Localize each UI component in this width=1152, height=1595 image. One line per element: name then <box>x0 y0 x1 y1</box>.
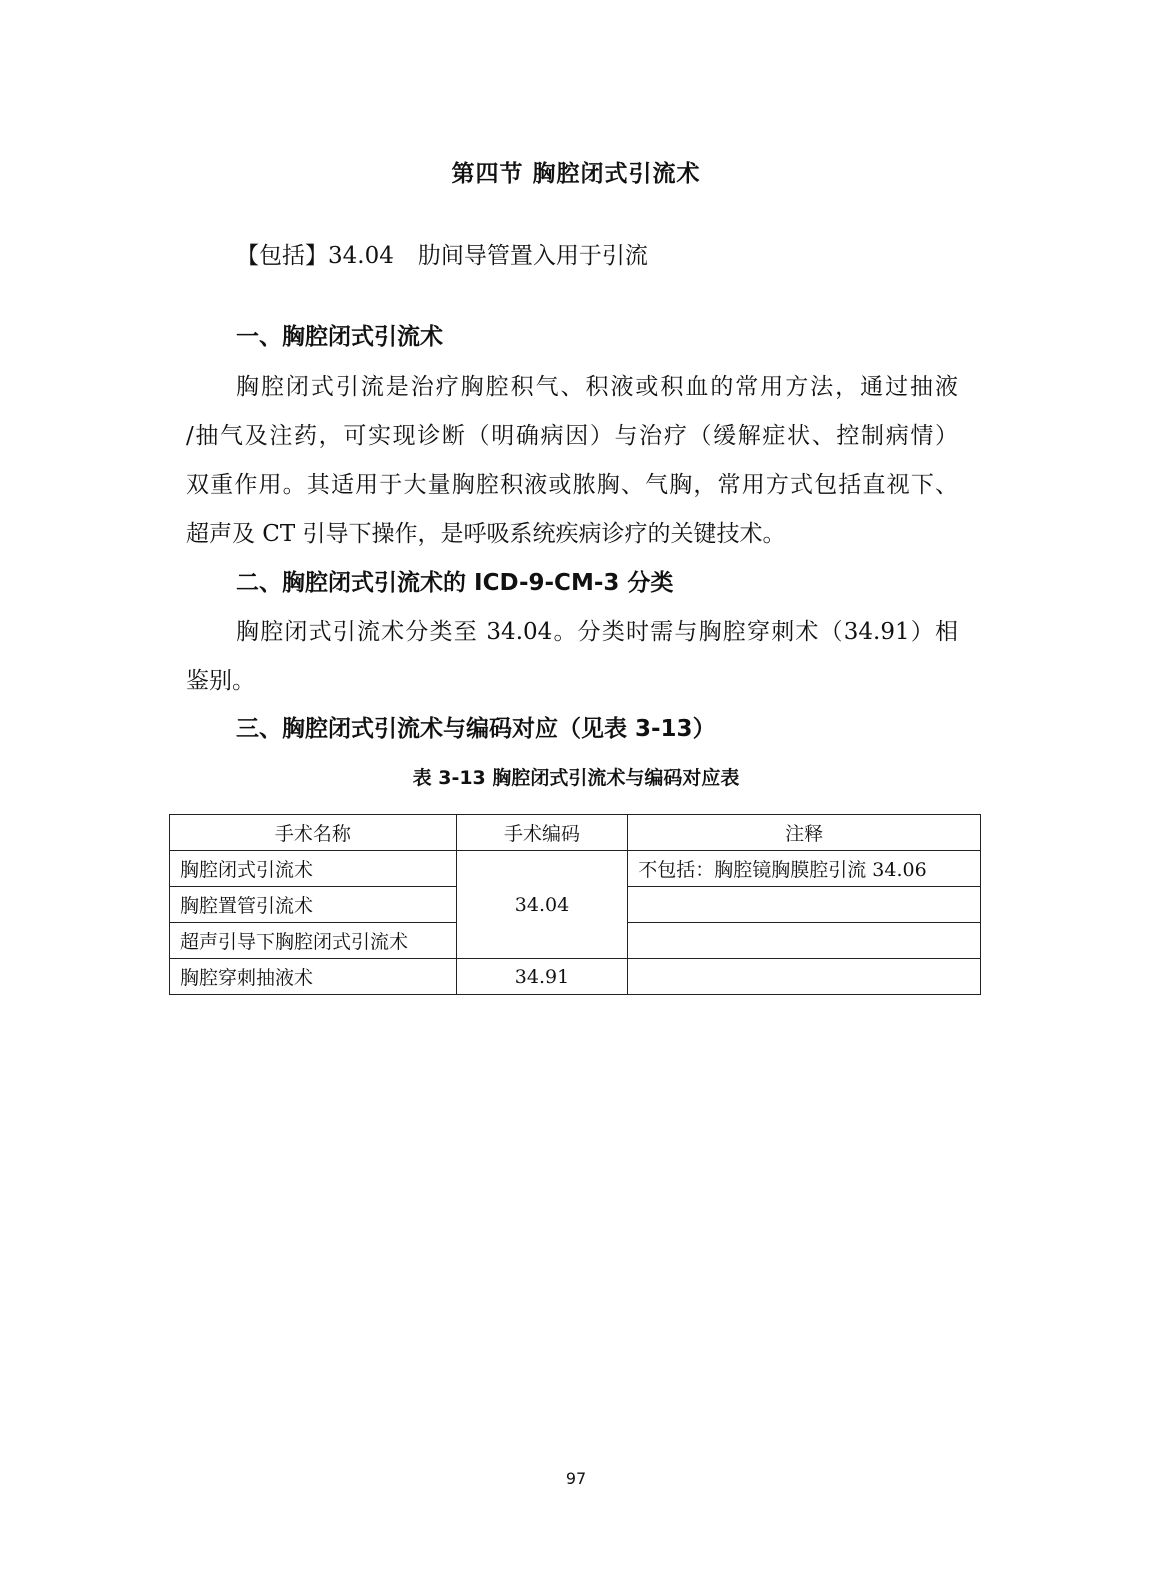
note-cell <box>628 887 981 923</box>
section-title: 第四节 胸腔闭式引流术 <box>451 161 701 187</box>
procedure-name-cell: 胸腔穿刺抽液术 <box>170 959 457 995</box>
paragraph-line: 胸腔闭式引流术分类至 34.04。分类时需与胸腔穿刺术（34.91）相 <box>236 619 958 645</box>
table-row <box>170 851 981 887</box>
heading-part3: 三、胸腔闭式引流术与编码对应（见表 3-13） <box>236 716 716 742</box>
page-number: 97 <box>565 1469 587 1488</box>
procedure-name-cell: 胸腔置管引流术 <box>170 887 457 923</box>
paragraph-line: 鉴别。 <box>186 668 255 694</box>
header-procedure-name: 手术名称 <box>170 815 457 851</box>
heading-part1: 一、胸腔闭式引流术 <box>236 324 443 350</box>
procedure-name-cell: 超声引导下胸腔闭式引流术 <box>170 923 457 959</box>
procedure-code-cell: 34.91 <box>456 959 628 995</box>
table-row <box>170 959 981 995</box>
includes-label: 【包括】34.04 <box>236 243 394 269</box>
procedure-name-cell: 胸腔闭式引流术 <box>170 851 457 887</box>
procedure-code-cell: 34.04 <box>456 851 628 959</box>
header-notes: 注释 <box>628 815 981 851</box>
table-header-row <box>170 815 981 851</box>
heading-part2: 二、胸腔闭式引流术的 ICD-9-CM-3 分类 <box>236 570 674 596</box>
paragraph-line: 双重作用。其适用于大量胸腔积液或脓胸、气胸，常用方式包括直视下、 <box>186 472 958 498</box>
table-caption: 表 3-13 胸腔闭式引流术与编码对应表 <box>412 767 740 789</box>
paragraph-line: 胸腔闭式引流是治疗胸腔积气、积液或积血的常用方法，通过抽液 <box>236 374 958 400</box>
header-procedure-code: 手术编码 <box>456 815 628 851</box>
includes-text: 肋间导管置入用于引流 <box>417 243 648 269</box>
note-cell <box>628 923 981 959</box>
code-mapping-table <box>169 814 981 995</box>
note-cell: 不包括：胸腔镜胸膜腔引流 34.06 <box>628 851 981 887</box>
paragraph-line: 超声及 CT 引导下操作，是呼吸系统疾病诊疗的关键技术。 <box>186 521 786 547</box>
note-cell <box>628 959 981 995</box>
paragraph-line: /抽气及注药，可实现诊断（明确病因）与治疗（缓解症状、控制病情） <box>186 423 958 449</box>
includes-line <box>236 237 648 270</box>
